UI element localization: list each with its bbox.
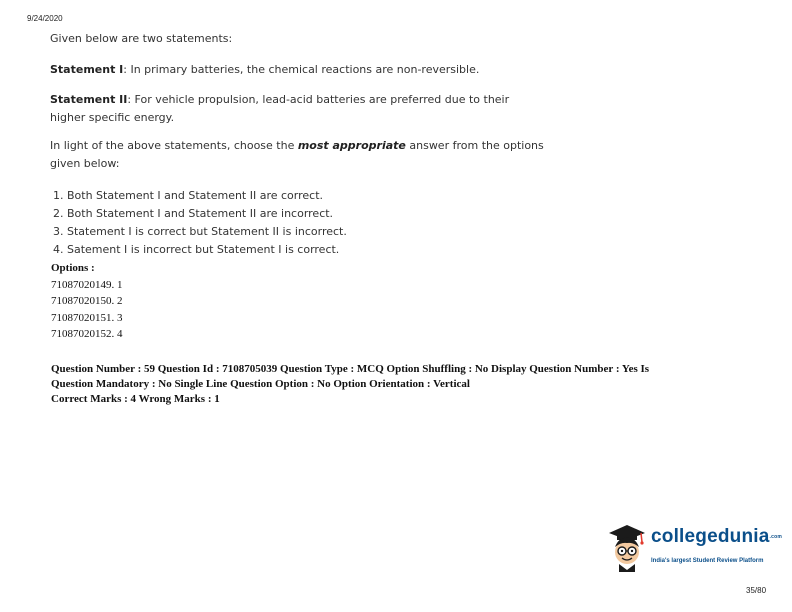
option-item: 71087020151. 3 (51, 311, 123, 324)
answer-choices (53, 187, 347, 259)
question-instruction (50, 137, 560, 173)
question-intro: Given below are two statements: (50, 32, 233, 45)
metadata-line: Question Number : 59 Question Id : 7108705039 Question Type : MCQ Option Shuffling : No Display Question Number : Yes Is (51, 363, 650, 375)
student-mascot-icon (605, 523, 649, 573)
options-list (51, 260, 123, 343)
statement-1 (50, 61, 570, 79)
logo-name: collegedunia (651, 526, 770, 547)
choice-item: 4. Satement I is incorrect but Statement I is correct. (53, 243, 340, 256)
logo-suffix: .com (769, 533, 783, 540)
page-number: 35/80 (746, 586, 767, 595)
statement-1-label: Statement I (50, 63, 124, 76)
options-label: Options : (51, 262, 95, 274)
statement-2-label: Statement II (50, 93, 128, 106)
choice-item: 2. Both Statement I and Statement II are incorrect. (53, 207, 334, 220)
statement-2-text: : For vehicle propulsion, lead-acid batteries are preferred due to their higher specific energy. (50, 93, 510, 124)
option-item: 71087020152. 4 (51, 328, 123, 340)
metadata-line: Correct Marks : 4 Wrong Marks : 1 (51, 393, 220, 405)
instruction-emphasis: most appropriate (297, 139, 406, 152)
option-item: 71087020149. 1 (51, 278, 123, 291)
statement-1-text: : In primary batteries, the chemical reactions are non-reversible. (123, 63, 480, 76)
question-metadata (51, 362, 741, 407)
print-date: 9/24/2020 (27, 14, 63, 23)
collegedunia-logo (605, 523, 783, 573)
instruction-after: answer from the options given below: (50, 139, 544, 170)
choice-item: 3. Statement I is correct but Statement II is incorrect. (53, 225, 347, 238)
metadata-line: Question Mandatory : No Single Line Question Option : No Option Orientation : Vertical (51, 378, 470, 390)
option-item: 71087020150. 2 (51, 295, 123, 307)
logo-wordmark (651, 526, 782, 548)
instruction-before: In light of the above statements, choose the (50, 139, 298, 152)
choice-item: 1. Both Statement I and Statement II are correct. (53, 189, 324, 202)
statement-2 (50, 91, 530, 127)
question-block (50, 30, 570, 256)
logo-tagline: India's largest Student Review Platform (651, 558, 764, 564)
